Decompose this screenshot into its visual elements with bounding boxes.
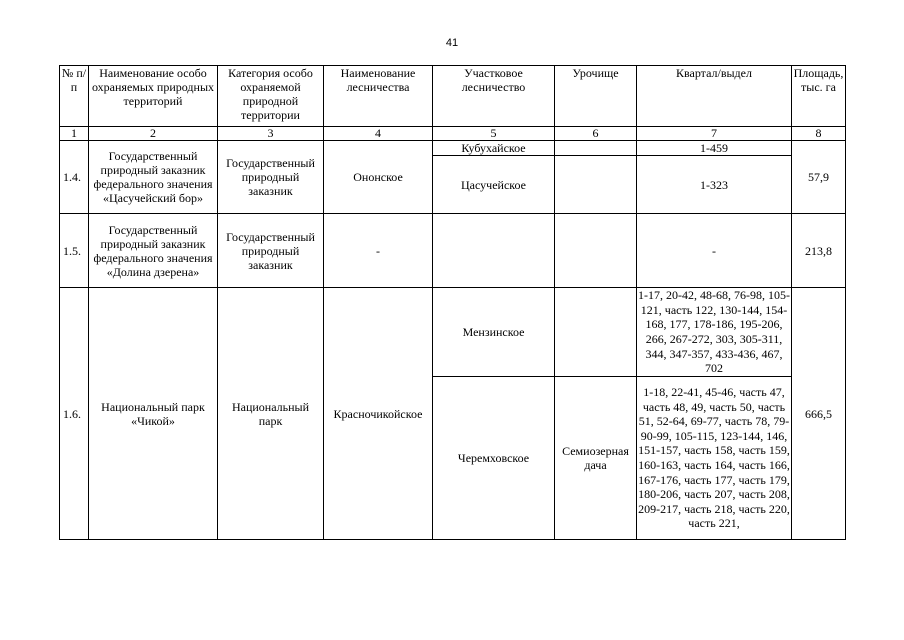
sub-forestry: [433, 214, 555, 288]
column-number-row: [60, 127, 846, 141]
tract: [555, 214, 637, 288]
area-category: Национальный парк: [218, 288, 324, 540]
area-category: Государственный природный заказник: [218, 141, 324, 214]
column-number: 5: [433, 127, 555, 141]
row-number: 1.6.: [60, 288, 89, 540]
header-cell: № п/п: [60, 66, 89, 127]
column-number: 4: [324, 127, 433, 141]
sub-forestry: Мензинское: [433, 288, 555, 377]
header-cell: Категория особо охраняемой природной территории: [218, 66, 324, 127]
header-row: [60, 66, 846, 127]
sub-forestry: Черемховское: [433, 377, 555, 540]
row-number: 1.4.: [60, 141, 89, 214]
tract: [555, 141, 637, 156]
column-number: 6: [555, 127, 637, 141]
area-name: Национальный парк «Чикой»: [89, 288, 218, 540]
quarters: -: [637, 214, 792, 288]
header-cell: Квартал/выдел: [637, 66, 792, 127]
column-number: 2: [89, 127, 218, 141]
quarters: 1-18, 22-41, 45-46, часть 47, часть 48, 49, часть 50, часть 51, 52-64, 69-77, часть 78, 79-90-99, 105-115, 123-144, 146, 151-157, часть 158, часть 159, 160-163, часть 164, часть 166, 167-176, часть 177, часть 179, 180-206, часть 207, часть 208, 209-217, часть 218, часть 220, часть 221,: [637, 377, 792, 540]
tract: [555, 288, 637, 377]
column-number: 8: [792, 127, 846, 141]
column-number: 3: [218, 127, 324, 141]
quarters: 1-17, 20-42, 48-68, 76-98, 105-121, часть 122, 130-144, 154-168, 177, 178-186, 195-206, 266, 267-272, 303, 305-311, 344, 347-357, 433-436, 467, 702: [638, 288, 790, 376]
forestry-name: -: [324, 214, 433, 288]
table-row: [60, 141, 846, 156]
page-number: 41: [445, 37, 459, 49]
quarters: 1-459: [637, 141, 792, 156]
area-size: 666,5: [792, 288, 846, 540]
quarters: 1-323: [637, 156, 792, 214]
sub-forestry: Кубухайское: [433, 141, 555, 156]
table-row: [60, 288, 846, 377]
header-cell: Участковое лесничество: [433, 66, 555, 127]
forestry-name: Ононское: [324, 141, 433, 214]
protected-areas-table: [59, 65, 846, 540]
sub-forestry: Цасучейское: [433, 156, 555, 214]
tract: [555, 156, 637, 214]
table-row: [60, 214, 846, 288]
header-cell: Наименование особо охраняемых природных территорий: [89, 66, 218, 127]
header-cell: Наименование лесничества: [324, 66, 433, 127]
header-cell: Площадь, тыс. га: [792, 66, 846, 127]
row-number: 1.5.: [60, 214, 89, 288]
area-size: 57,9: [792, 141, 846, 214]
column-number: 1: [60, 127, 89, 141]
area-name: Государственный природный заказник федерального значения «Цасучейский бор»: [89, 141, 218, 214]
tract: Семиозерная дача: [555, 377, 637, 540]
area-category: Государственный природный заказник: [218, 214, 324, 288]
header-cell: Урочище: [555, 66, 637, 127]
area-size: 213,8: [792, 214, 846, 288]
area-name: Государственный природный заказник федерального значения «Долина дзерена»: [89, 214, 218, 288]
forestry-name: Красночикойское: [324, 288, 433, 540]
column-number: 7: [637, 127, 792, 141]
